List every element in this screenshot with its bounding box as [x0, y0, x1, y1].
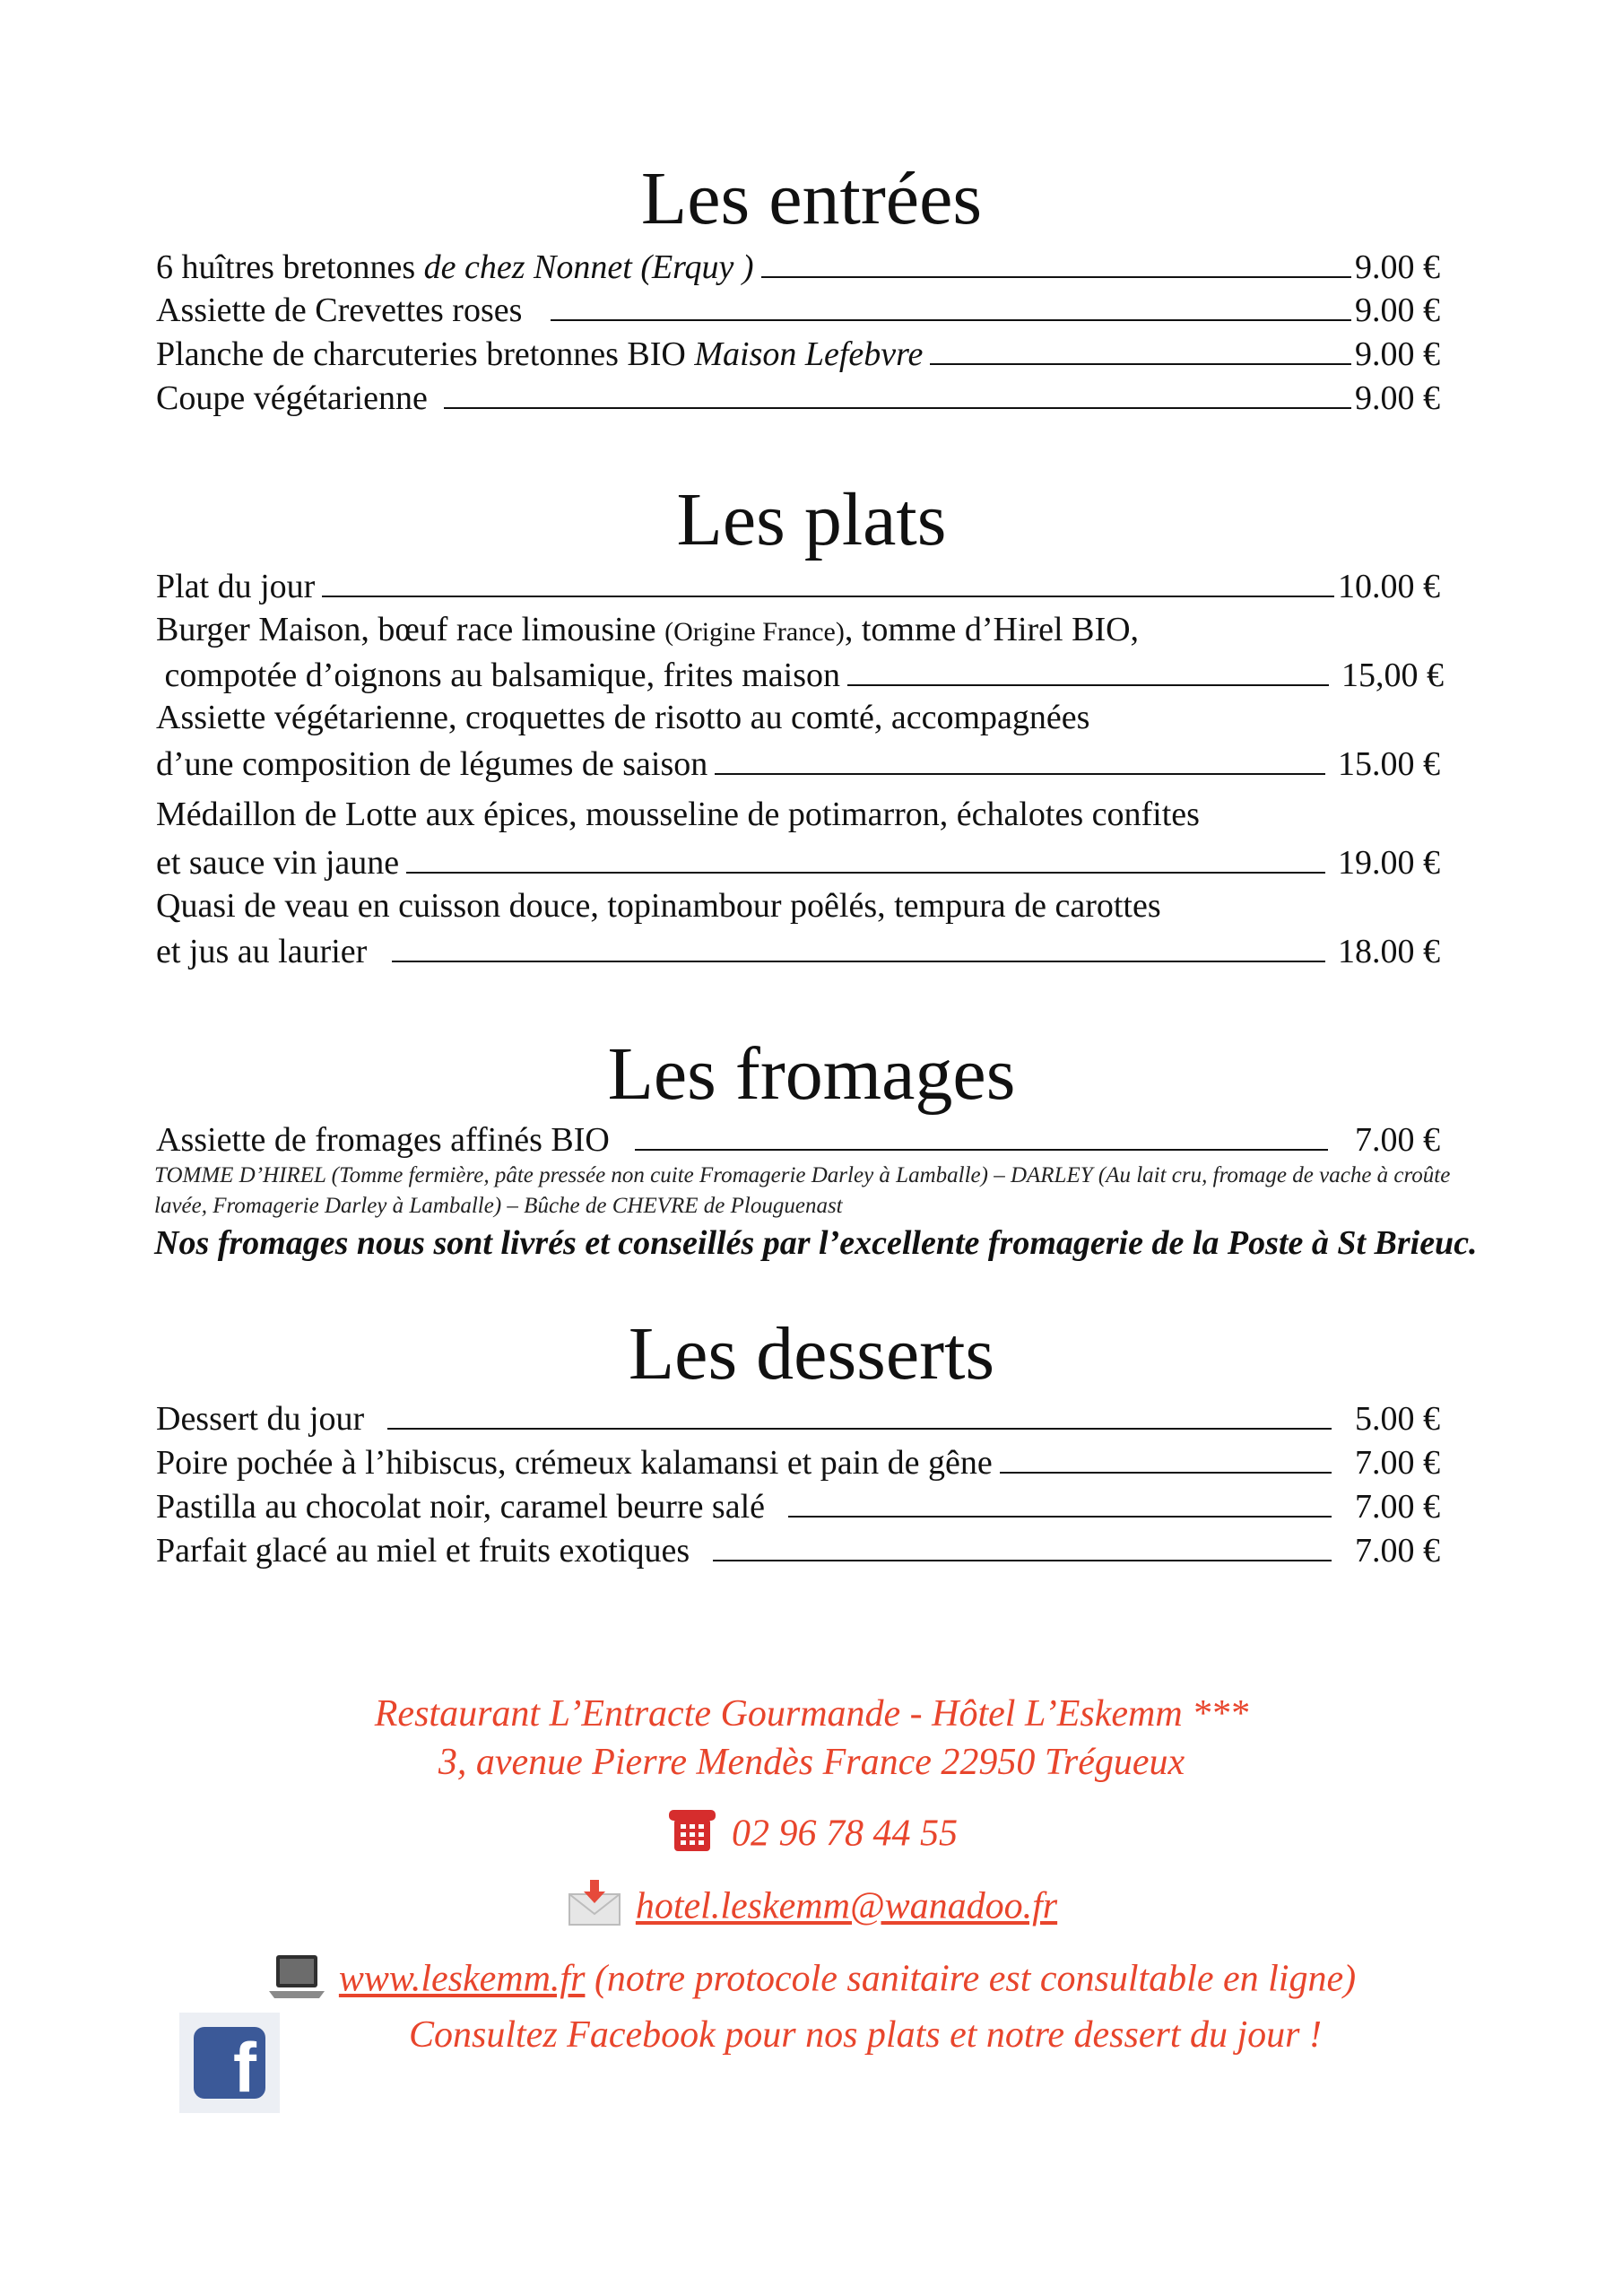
phone-row	[0, 1806, 1623, 1867]
cheese-description: TOMME D’HIREL (Tomme fermière, pâte pressée non cuite Fromagerie Darley à Lamballe) – DARLEY (Au lait cru, fromage de vache à croûte lavée, Fromagerie Darley à Lamballe) – Bûche de CHEVRE de Plouguenast	[154, 1163, 1451, 1218]
item-price: 5.00 €	[1355, 1400, 1440, 1438]
section-title-plats: Les plats	[676, 478, 947, 561]
item-name: Assiette de Crevettes roses	[156, 291, 523, 329]
item-price: 19.00 €	[1338, 844, 1440, 882]
item-price: 9.00 €	[1355, 248, 1440, 286]
menu-item	[156, 839, 1440, 883]
item-name: compotée d’oignons au balsamique, frites maison	[156, 657, 840, 694]
menu-item	[156, 1117, 1440, 1160]
section-title-entrees: Les entrées	[640, 157, 983, 240]
item-name: Parfait glacé au miel et fruits exotiques	[156, 1532, 690, 1570]
menu-item	[156, 741, 1440, 784]
price-leader	[635, 1117, 1328, 1151]
item-name: Plat du jour	[156, 568, 316, 605]
menu-item	[156, 1483, 1440, 1526]
item-origin: Maison Lefebvre	[694, 335, 924, 373]
menu-item	[156, 244, 1440, 287]
menu-item	[156, 331, 1440, 374]
phone-number[interactable]: 02 96 78 44 55	[732, 1813, 958, 1855]
menu-item	[156, 1439, 1440, 1483]
menu-item-line: Médaillon de Lotte aux épices, mousseline de potimarron, échalotes confites	[156, 796, 1200, 833]
item-name: 6 huîtres bretonnes	[156, 248, 424, 286]
item-name: et sauce vin jaune	[156, 844, 400, 882]
menu-item-line: Quasi de veau en cuisson douce, topinambour poêlés, tempura de carottes	[156, 887, 1161, 925]
facebook-icon[interactable]: f	[179, 2013, 280, 2113]
menu-item-line: Burger Maison, bœuf race limousine (Origine France), tomme d’Hirel BIO,	[156, 611, 1140, 648]
menu-item	[156, 652, 1444, 695]
price-leader	[847, 652, 1329, 686]
price-leader	[715, 741, 1325, 775]
menu-item	[156, 287, 1440, 330]
restaurant-address: 3, avenue Pierre Mendès France 22950 Trégueux	[438, 1742, 1185, 1783]
laptop-icon	[267, 1952, 326, 2013]
price-leader	[322, 563, 1334, 597]
website-link[interactable]: www.leskemm.fr	[338, 1958, 586, 2000]
item-name: Dessert du jour	[156, 1400, 365, 1438]
item-name: et jus au laurier	[156, 933, 368, 970]
item-name: Assiette de fromages affinés BIO	[156, 1121, 610, 1159]
item-price: 15.00 €	[1338, 745, 1440, 783]
cheese-supplier-remark: Nos fromages nous sont livrés et conseillés par l’excellente fromagerie de la Poste à St Brieuc.	[154, 1224, 1478, 1262]
menu-item	[156, 1527, 1440, 1570]
item-price: 7.00 €	[1355, 1444, 1440, 1482]
item-price: 7.00 €	[1355, 1532, 1440, 1570]
item-origin: de chez Nonnet (Erquy )	[423, 248, 754, 286]
email-link[interactable]: hotel.leskemm@wanadoo.fr	[635, 1885, 1058, 1927]
price-leader	[713, 1527, 1332, 1561]
item-name: Coupe végétarienne	[156, 379, 428, 417]
website-row	[0, 1952, 1623, 2013]
price-leader	[406, 839, 1325, 874]
item-price: 9.00 €	[1355, 291, 1440, 329]
section-title-desserts: Les desserts	[628, 1312, 995, 1396]
origin-note: (Origine France)	[664, 617, 845, 647]
price-leader	[788, 1483, 1332, 1518]
mail-icon	[566, 1880, 623, 1939]
section-title-fromages: Les fromages	[607, 1032, 1016, 1116]
phone-icon	[665, 1806, 719, 1867]
item-price: 9.00 €	[1355, 335, 1440, 373]
item-name: Poire pochée à l’hibiscus, crémeux kalamansi et pain de gêne	[156, 1444, 993, 1482]
menu-item	[156, 563, 1440, 606]
price-leader	[444, 375, 1351, 409]
facebook-text: Consultez Facebook pour nos plats et notre dessert du jour !	[408, 2014, 1323, 2056]
price-leader	[387, 1396, 1332, 1430]
menu-item	[156, 1396, 1440, 1439]
item-price: 7.00 €	[1355, 1121, 1440, 1159]
price-leader	[551, 287, 1351, 321]
menu-item	[156, 375, 1440, 418]
item-name: Planche de charcuteries bretonnes BIO	[156, 335, 695, 373]
item-price: 7.00 €	[1355, 1488, 1440, 1526]
item-price: 15,00 €	[1341, 657, 1444, 694]
price-leader	[930, 331, 1351, 365]
item-name: d’une composition de légumes de saison	[156, 745, 708, 783]
item-price: 9.00 €	[1355, 379, 1440, 417]
price-leader	[761, 244, 1351, 278]
email-row	[0, 1880, 1623, 1939]
website-note: (notre protocole sanitaire est consultable en ligne)	[585, 1958, 1357, 2000]
restaurant-name: Restaurant L’Entracte Gourmande - Hôtel L’Eskemm ***	[374, 1693, 1249, 1735]
item-price: 10.00 €	[1338, 568, 1440, 605]
price-leader	[1000, 1439, 1332, 1474]
price-leader	[392, 928, 1325, 962]
item-name: Pastilla au chocolat noir, caramel beurre salé	[156, 1488, 766, 1526]
menu-item	[156, 928, 1440, 971]
menu-item-line: Assiette végétarienne, croquettes de risotto au comté, accompagnées	[156, 699, 1090, 736]
item-price: 18.00 €	[1338, 933, 1440, 970]
